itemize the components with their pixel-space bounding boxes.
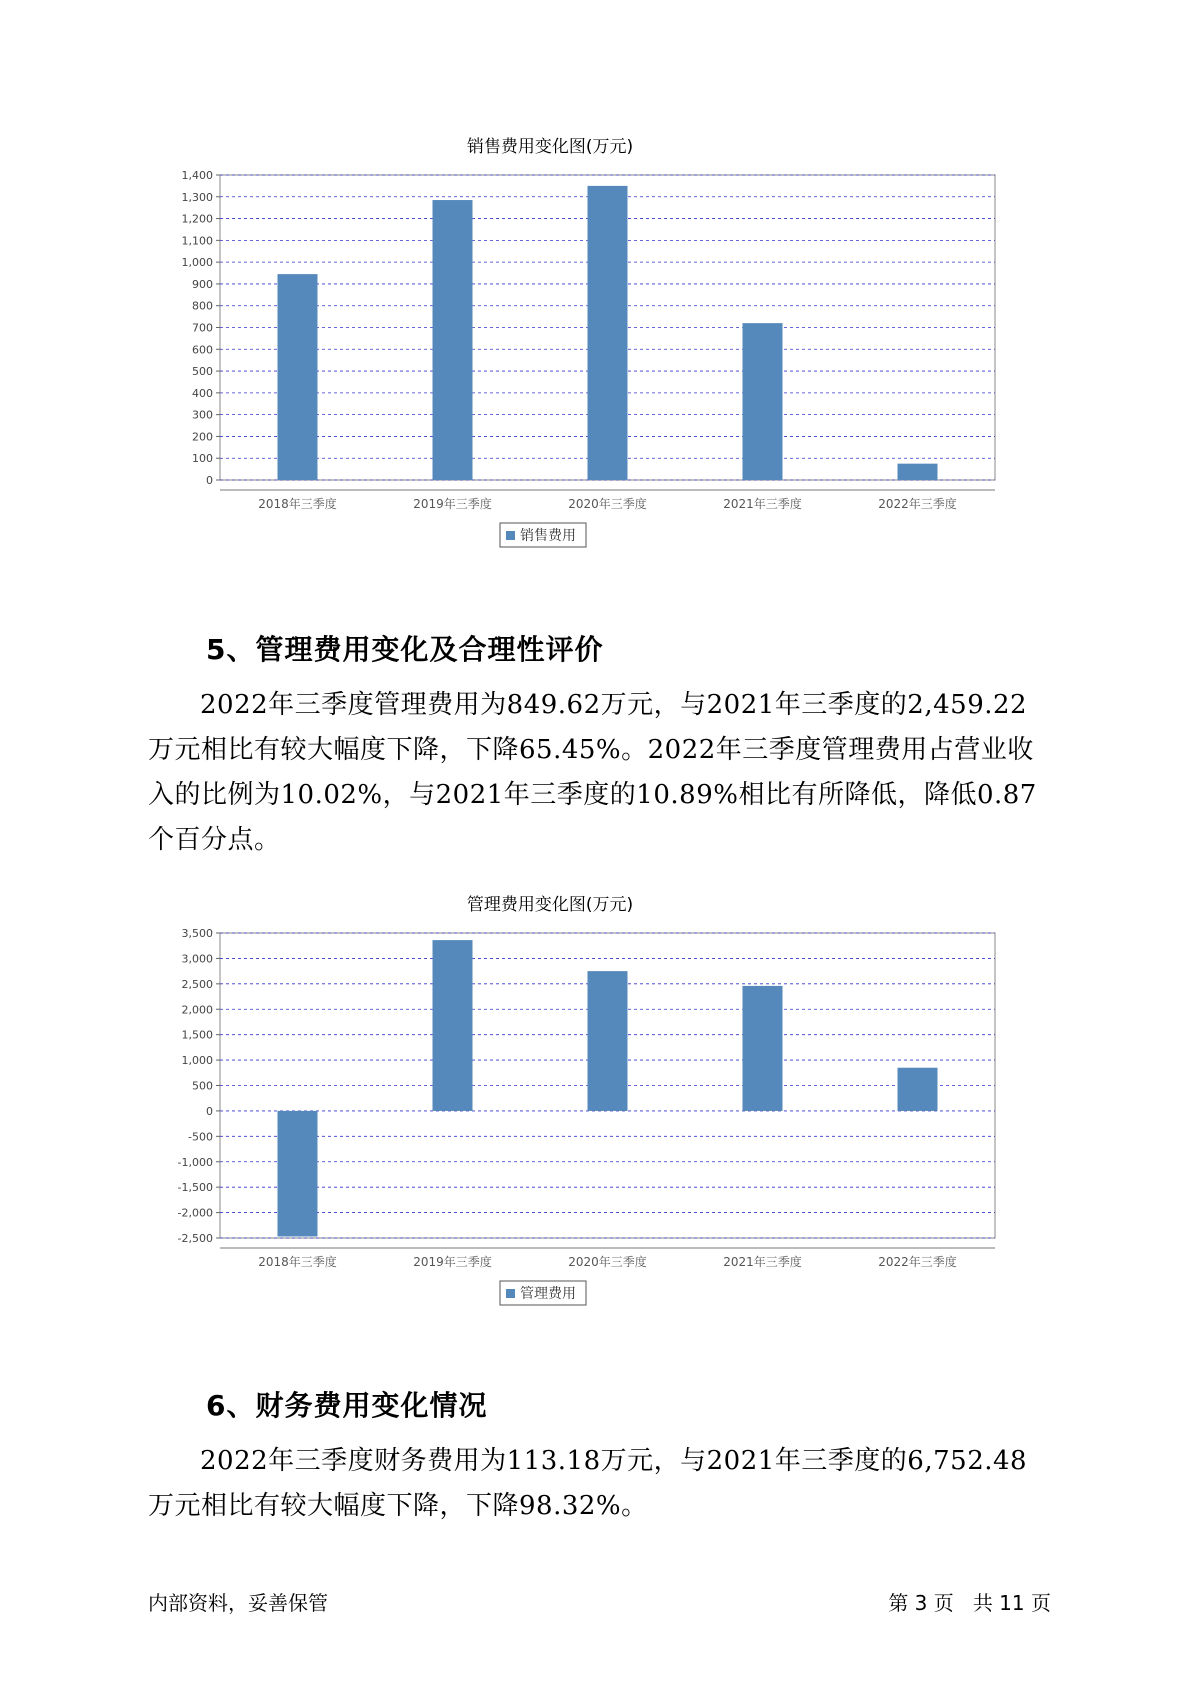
sales-expense-chart [160, 130, 1020, 600]
y-tick-label: 0 [206, 474, 213, 487]
paragraph-finance: 2022年三季度财务费用为113.18万元，与2021年三季度的6,752.48万元相比有较大幅度下降，下降98.32%。 [148, 1446, 1028, 1521]
y-tick-label: 1,200 [181, 212, 213, 226]
y-tick-label: 800 [192, 299, 213, 313]
y-tick-label: 500 [192, 1079, 213, 1093]
y-tick-label: 1,100 [181, 234, 213, 248]
mgmt-expense-chart [160, 888, 1020, 1358]
legend-label: 管理费用 [520, 1286, 576, 1302]
x-tick-label: 2019年三季度 [413, 1255, 492, 1269]
y-tick-label: 0 [206, 1104, 213, 1118]
bar [588, 971, 628, 1111]
legend-swatch [506, 531, 515, 540]
paragraph-mgmt: 2022年三季度管理费用为849.62万元，与2021年三季度的2,459.22万元相比有较大幅度下降，下降65.45%。2022年三季度管理费用占营业收入的比例为10.02%，与2021年三季度的10.89%相比有所降低，降低0.87个百分点。 [148, 690, 1037, 855]
y-tick-label: 300 [192, 408, 213, 422]
bar [278, 274, 318, 480]
bar [743, 986, 783, 1111]
y-tick-label: -1,500 [177, 1181, 213, 1195]
y-tick-label: 3,500 [181, 927, 213, 940]
x-tick-label: 2019年三季度 [413, 497, 492, 511]
section-heading-finance: 6、财务费用变化情况 [206, 1389, 488, 1422]
bar [433, 200, 473, 480]
y-tick-label: 400 [192, 386, 213, 400]
y-tick-label: 1,000 [181, 256, 213, 270]
x-tick-label: 2021年三季度 [723, 1255, 802, 1269]
y-tick-label: 700 [192, 321, 213, 335]
legend [500, 1281, 586, 1305]
x-tick-label: 2020年三季度 [568, 497, 647, 511]
chart-title: 销售费用变化图(万元) [466, 137, 634, 157]
chart-title: 管理费用变化图(万元) [466, 895, 634, 915]
y-tick-label: 2,000 [181, 1003, 213, 1017]
legend-swatch [506, 1289, 515, 1298]
y-tick-label: 1,000 [181, 1054, 213, 1068]
y-tick-label: 3,000 [181, 952, 213, 966]
footer-confidential: 内部资料，妥善保管 [148, 1591, 328, 1615]
x-tick-label: 2022年三季度 [878, 497, 957, 511]
y-tick-label: 900 [192, 277, 213, 291]
y-tick-label: 1,400 [181, 169, 213, 182]
y-tick-label: -500 [188, 1130, 213, 1144]
bar [433, 940, 473, 1111]
x-tick-label: 2020年三季度 [568, 1255, 647, 1269]
y-tick-label: 2,500 [181, 977, 213, 991]
y-tick-label: 600 [192, 343, 213, 357]
y-tick-label: 100 [192, 452, 213, 466]
y-tick-label: -1,000 [177, 1155, 213, 1169]
y-tick-label: 500 [192, 365, 213, 379]
x-tick-label: 2022年三季度 [878, 1255, 957, 1269]
bar [898, 464, 938, 480]
x-tick-label: 2018年三季度 [258, 1255, 337, 1269]
y-tick-label: 200 [192, 430, 213, 444]
section-heading-mgmt: 5、管理费用变化及合理性评价 [206, 633, 604, 666]
footer-page-number: 第 3 页 共 11 页 [888, 1591, 1051, 1615]
mgmt-expense-chart-svg [160, 888, 1020, 1358]
y-tick-label: 1,300 [181, 190, 213, 204]
legend-label: 销售费用 [520, 528, 576, 544]
y-tick-label: 1,500 [181, 1028, 213, 1042]
y-tick-label: -2,000 [177, 1206, 213, 1220]
bar [743, 323, 783, 480]
x-tick-label: 2018年三季度 [258, 497, 337, 511]
legend [500, 523, 586, 547]
bar [898, 1068, 938, 1111]
bar [278, 1111, 318, 1237]
y-tick-label: -2,500 [177, 1232, 213, 1245]
bar [588, 186, 628, 480]
sales-expense-chart-svg [160, 130, 1020, 600]
x-tick-label: 2021年三季度 [723, 497, 802, 511]
